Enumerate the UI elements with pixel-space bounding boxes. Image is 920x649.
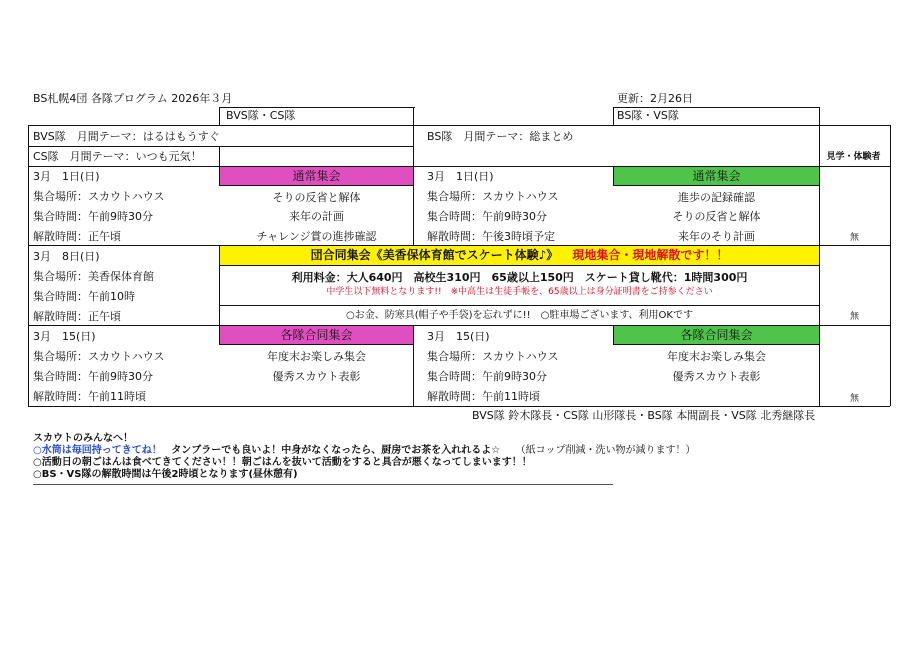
grid-line: [28, 125, 890, 126]
row3-left-place: 集合場所：スカウトハウス: [33, 350, 165, 363]
row3-visitor: 無: [849, 394, 859, 404]
notes-line-1-black: タンブラーでも良いよ！中身がなくなったら、厨房でお茶を入れれるよ☆: [171, 445, 501, 456]
row1-right-band: 通常集会: [613, 166, 820, 186]
row2-visitor: 無: [849, 312, 859, 322]
row1-left-time: 集合時間：午前9時30分: [33, 210, 153, 223]
notes-line-3: ○BS・VS隊の解散時間は午後2時頃となります(昼休憩有): [33, 469, 298, 480]
row2-banner: [219, 245, 820, 266]
row3-left-end: 解散時間：午前11時頃: [33, 390, 146, 403]
row1-visitor: 無: [849, 233, 859, 243]
row2-notice: ○お金、防寒具(帽子や手袋)を忘れずに!! ○駐車場ございます、利用OKです: [346, 310, 693, 321]
row2-banner-red: 現地集合・現地解散です！！: [572, 248, 729, 262]
notes-heading: スカウトのみんなへ！: [33, 433, 133, 444]
group-label-left: BVS隊・CS隊: [226, 109, 296, 122]
row1-left-date: 3月 1日(日): [33, 170, 100, 183]
notes-line-1-blue: ○水筒は毎回持ってきてね！: [33, 445, 162, 456]
row3-right-band: 各隊合同集会: [613, 325, 820, 345]
grid-line: [28, 406, 890, 407]
theme-cs: CS隊 月間テーマ：いつも元気！: [33, 150, 202, 163]
leaders-line: BVS隊 鈴木隊長・CS隊 山形隊長・BS隊 本間副長・VS隊 北秀継隊長: [472, 409, 816, 422]
row3-left-band: 各隊合同集会: [219, 325, 414, 345]
row1-left-item: そりの反省と解体: [272, 191, 361, 204]
grid-line: [219, 107, 220, 125]
row3-right-item: 優秀スカウト表彰: [672, 370, 761, 383]
row2-banner-title: 団合同集会《美香保体育館でスケート体験♪》: [310, 248, 559, 262]
grid-line: [219, 146, 220, 166]
grid-line: [28, 146, 413, 147]
row3-right-end: 解散時間：午前11時頃: [427, 390, 540, 403]
row3-right-place: 集合場所：スカウトハウス: [427, 350, 559, 363]
row3-right-date: 3月 15(日): [427, 330, 490, 343]
row1-right-place: 集合場所：スカウトハウス: [427, 190, 559, 203]
row1-right-time: 集合時間：午前9時30分: [427, 210, 547, 223]
grid-line: [890, 125, 891, 406]
row1-left-item: 来年の計画: [289, 210, 344, 223]
row2-place: 集合場所：美香保体育館: [33, 270, 154, 283]
grid-line: [219, 305, 819, 306]
updated-date: 更新：2月26日: [617, 92, 693, 105]
grid-line: [613, 107, 819, 108]
row2-end: 解散時間：正午頃: [33, 310, 121, 323]
row2-fees: 利用料金：大人640円 高校生310円 65歳以上150円 スケート貸し靴代：1時間300円: [291, 271, 748, 284]
row2-date: 3月 8日(日): [33, 250, 100, 263]
theme-bs: BS隊 月間テーマ：総まとめ: [427, 130, 574, 143]
row1-left-place: 集合場所：スカウトハウス: [33, 190, 165, 203]
notes-line-2: ○活動日の朝ごはんは食べてきてください！！朝ごはんを抜いて活動をすると具合が悪くなってしまいます！！: [33, 457, 532, 468]
row3-left-date: 3月 15(日): [33, 330, 96, 343]
row1-right-date: 3月 1日(日): [427, 170, 494, 183]
grid-line: [413, 107, 414, 166]
grid-line: [28, 125, 29, 406]
row3-left-time: 集合時間：午前9時30分: [33, 370, 153, 383]
row3-right-item: 年度末お楽しみ集会: [667, 350, 766, 363]
visitor-column-header: 見学・体験者: [826, 152, 881, 162]
row1-right-item: そりの反省と解体: [672, 210, 761, 223]
document-title: BS札幌4団 各隊プログラム 2026年３月: [33, 92, 233, 105]
row1-right-end: 解散時間：午後3時頃予定: [427, 230, 555, 243]
row3-left-item: 優秀スカウト表彰: [272, 370, 361, 383]
row2-fee-note: 中学生以下無料となります!! ※中高生は生徒手帳を、65歳以上は身分証明書をご持参ください: [326, 287, 713, 297]
row1-right-item: 進歩の記録確認: [678, 191, 755, 204]
row3-left-item: 年度末お楽しみ集会: [267, 350, 366, 363]
grid-line: [613, 107, 614, 125]
group-label-right: BS隊・VS隊: [617, 109, 679, 122]
row2-time: 集合時間：午前10時: [33, 290, 135, 303]
theme-bvs: BVS隊 月間テーマ：はるはもうすぐ: [33, 130, 220, 143]
row1-left-end: 解散時間：正午頃: [33, 230, 121, 243]
row3-right-time: 集合時間：午前9時30分: [427, 370, 547, 383]
row1-left-band: 通常集会: [219, 166, 414, 186]
row1-left-item: チャレンジ賞の進捗確認: [256, 230, 377, 243]
row1-right-item: 来年のそり計画: [678, 230, 755, 243]
grid-line: [219, 107, 415, 108]
notes-underline: [33, 484, 613, 485]
notes-line-1-paren: （紙コップ削減・洗い物が減ります！）: [515, 445, 696, 456]
